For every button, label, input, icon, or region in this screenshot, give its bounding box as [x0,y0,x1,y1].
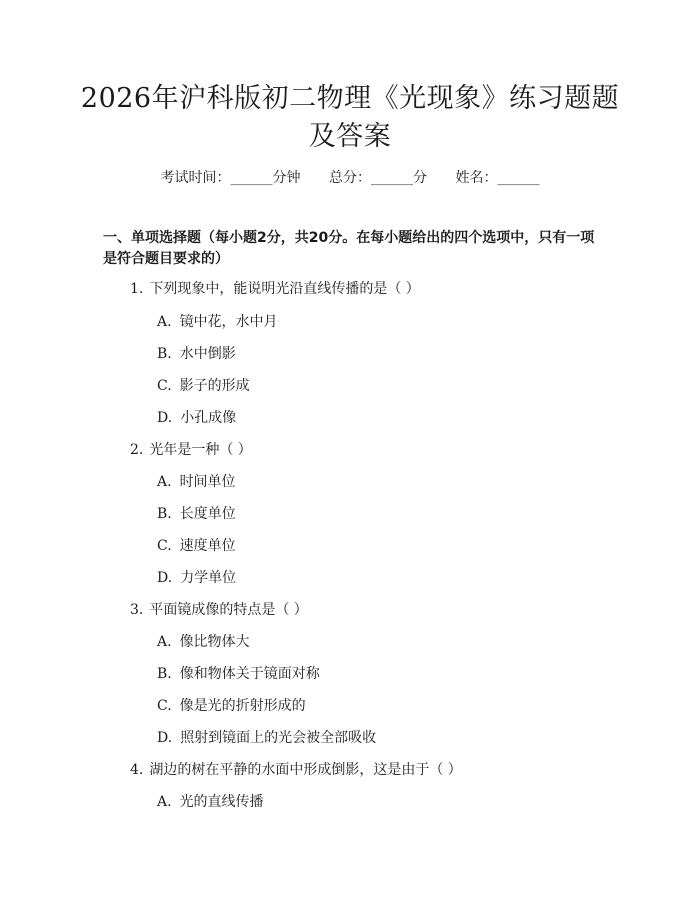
option-1d [157,408,236,428]
option-3d [157,728,376,748]
option-letter: D. [157,410,173,426]
option-text: 像比物体大 [179,634,250,650]
option-text: 镜中花，水中月 [179,314,278,330]
option-1c [157,376,250,396]
option-text: 速度单位 [179,538,236,554]
option-letter: C. [157,698,172,714]
page-title: 2026年沪科版初二物理《光现象》练习题题及答案 [80,83,620,152]
option-text: 像是光的折射形成的 [179,698,306,714]
exam-time-field: 考试时间：______分钟 [160,170,301,186]
question-number: 4. [130,762,144,778]
option-text: 时间单位 [179,474,236,490]
option-3a [157,632,250,652]
question-1 [130,279,420,299]
option-text: 影子的形成 [179,378,250,394]
option-letter: A. [157,634,172,650]
option-3c [157,696,306,716]
option-letter: B. [157,346,172,362]
question-2 [130,440,252,460]
option-2d [157,568,236,588]
option-text: 力学单位 [180,570,237,586]
option-2a [157,472,236,492]
option-text: 水中倒影 [179,346,236,362]
option-letter: C. [157,378,172,394]
option-2b [157,504,236,524]
option-letter: C. [157,538,172,554]
option-3b [157,664,320,684]
student-name-field: 姓名：______ [455,170,540,186]
option-letter: D. [157,730,173,746]
option-2c [157,536,236,556]
option-text: 长度单位 [179,506,236,522]
question-text: 光年是一种（ ） [149,442,252,458]
question-text: 湖边的树在平静的水面中形成倒影，这是由于（ ） [149,762,462,778]
option-letter: B. [157,666,172,682]
question-text: 平面镜成像的特点是（ ） [149,602,308,618]
option-4a [157,792,264,812]
section-heading-single-choice: 一、单项选择题（每小题2分，共20分。在每小题给出的四个选项中，只有一项是符合题目要求的） [103,230,595,267]
total-score-field: 总分：______分 [329,170,427,186]
option-letter: A. [157,794,172,810]
question-4 [130,760,462,780]
question-number: 3. [130,602,144,618]
option-letter: A. [157,474,172,490]
option-text: 照射到镜面上的光会被全部吸收 [180,730,377,746]
option-text: 小孔成像 [180,410,237,426]
question-text: 下列现象中，能说明光沿直线传播的是（ ） [149,281,420,297]
question-number: 1. [130,281,144,297]
option-letter: A. [157,314,172,330]
question-number: 2. [130,442,144,458]
option-letter: D. [157,570,173,586]
option-letter: B. [157,506,172,522]
option-1b [157,344,236,364]
option-text: 光的直线传播 [179,794,264,810]
question-3 [130,600,308,620]
exam-info-line [0,168,700,188]
option-text: 像和物体关于镜面对称 [179,666,320,682]
option-1a [157,312,278,332]
